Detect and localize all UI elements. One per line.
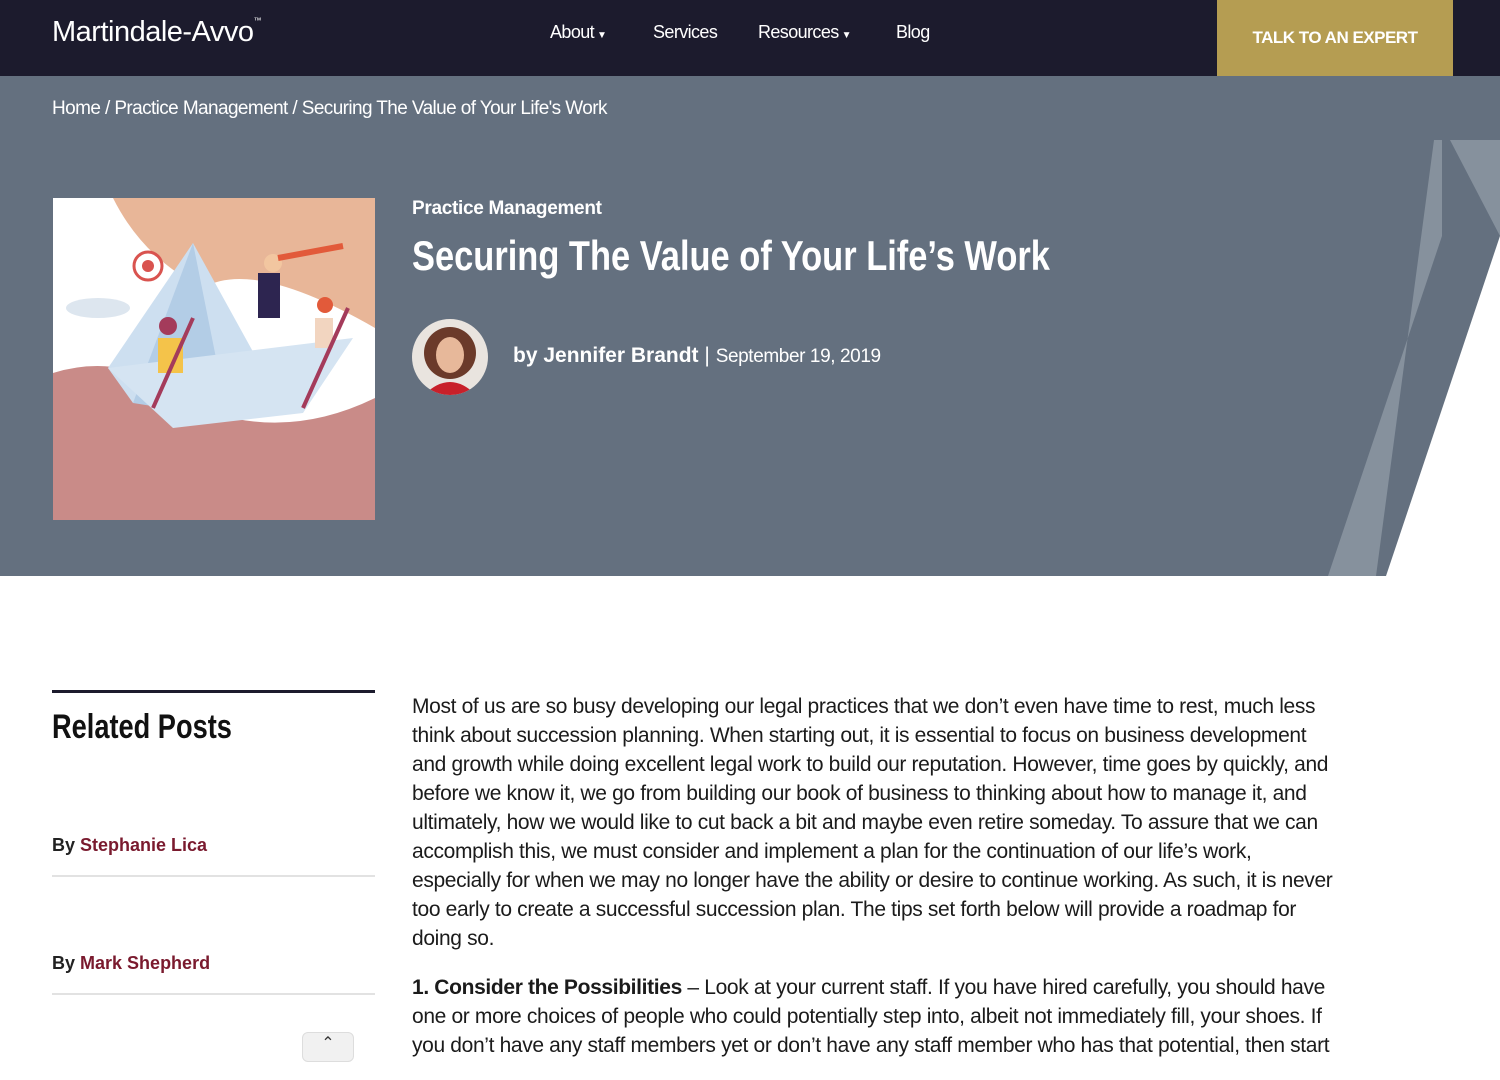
section-heading: 1. Consider the Possibilities — [412, 976, 682, 999]
divider — [52, 993, 375, 995]
article-body — [412, 692, 1472, 1080]
divider — [52, 690, 375, 693]
nav-services[interactable]: Services — [653, 22, 718, 42]
text-line: and growth while doing excellent legal work to build our reputation. However, time goes by quickly, and — [412, 753, 1329, 776]
text-line: before we know it, we go from building our book of business to thinking about how to manage it, and — [412, 782, 1307, 805]
article-illustration — [53, 198, 375, 520]
article-hero — [0, 76, 1500, 576]
text-line: too early to create a successful succession plan. The tips set forth below will provide a roadmap for — [412, 898, 1297, 921]
text-line: ultimately, how we would like to cut back a bit and maybe even retire someday. To assure that we can — [412, 811, 1318, 834]
divider — [52, 875, 375, 877]
intro-paragraph — [412, 692, 1472, 953]
text-line: especially for when we may no longer have the ability or desire to continue working. As such, it is never — [412, 869, 1333, 892]
related-post-author: By Stephanie Lica — [52, 835, 208, 855]
scroll-to-top-button[interactable] — [302, 1032, 354, 1062]
nav-blog[interactable]: Blog — [896, 22, 930, 42]
article-title: Securing The Value of Your Life’s Work — [412, 232, 1050, 279]
talk-to-expert-button[interactable]: TALK TO AN EXPERT — [1217, 0, 1453, 76]
publish-date: September 19, 2019 — [715, 346, 881, 367]
text-line: doing so. — [412, 927, 495, 950]
text-line: Most of us are so busy developing our legal practices that we don’t even have time to rest, much less — [412, 695, 1316, 718]
nav-resources[interactable]: Resources ▼ — [758, 22, 851, 42]
author-name[interactable]: by Jennifer Brandt — [513, 344, 699, 367]
nav-about[interactable]: About ▼ — [550, 22, 607, 42]
related-posts-heading: Related Posts — [52, 708, 232, 746]
text-line: you don’t have any staff members yet or don’t have any staff member who has that potential, then start — [412, 1034, 1330, 1057]
text-line: think about succession planning. When starting out, it is essential to focus on business development — [412, 724, 1307, 747]
section-1-paragraph — [412, 973, 1472, 1060]
hero-decoration — [1300, 76, 1500, 576]
text-line — [412, 973, 1472, 1002]
caret-down-icon: ▼ — [841, 30, 851, 41]
author-avatar — [412, 319, 488, 395]
top-nav — [0, 0, 1500, 76]
article-category[interactable]: Practice Management — [412, 198, 602, 219]
byline: by Jennifer Brandt | September 19, 2019 — [513, 344, 881, 367]
text-line: accomplish this, we must consider and implement a plan for the continuation of our life’s work, — [412, 840, 1252, 863]
breadcrumb[interactable]: Home / Practice Management / Securing The Value of Your Life's Work — [52, 98, 607, 119]
caret-down-icon: ▼ — [597, 30, 607, 41]
text-line: – Look at your current staff. If you have hired carefully, you should have — [681, 976, 1325, 999]
logo[interactable]: Martindale-Avvo™ — [52, 16, 262, 48]
text-line: one or more choices of people who could potentially step into, albeit not immediately fill, your shoes. If — [412, 1005, 1322, 1028]
chevron-up-icon: ⌃ — [321, 1035, 335, 1052]
related-post-author: By Mark Shepherd — [52, 953, 211, 973]
